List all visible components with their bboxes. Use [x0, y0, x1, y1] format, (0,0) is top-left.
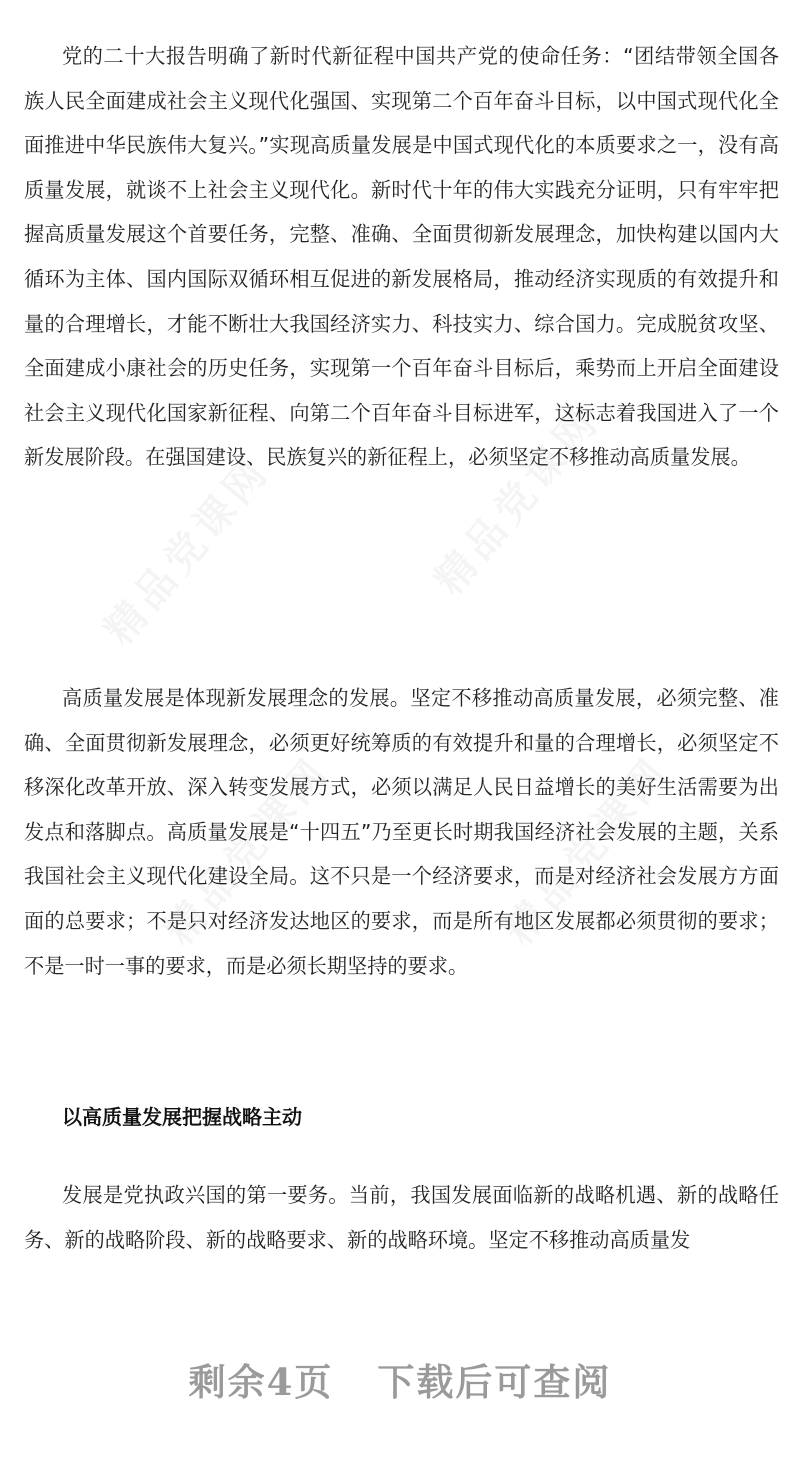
- body-paragraph: 发展是党执政兴国的第一要务。当前，我国发展面临新的战略机遇、新的战略任务、新的战略阶段、新的战略要求、新的战略环境。坚定不移推动高质量发: [24, 1183, 779, 1252]
- body-paragraph: 高质量发展是体现新发展理念的发展。坚定不移推动高质量发展，必须完整、准确、全面贯彻新发展理念，必须更好统筹质的有效提升和量的合理增长，必须坚定不移深化改革开放、深入转变发展方式，必须以满足人民日益增长的美好生活需要为出发点和落脚点。高质量发展是“十四五”乃至更长时期我国经济社会发展的主题，关系我国社会主义现代化建设全局。这不只是一个经济要求，而是对经济社会发展方方面面的总要求；不是只对经济发达地区的要求，而是所有地区发展都必须贯彻的要求；不是一时一事的要求，而是必须长期坚持的要求。: [24, 686, 779, 978]
- body-paragraph: 党的二十大报告明确了新时代新征程中国共产党的使命任务：“团结带领全国各族人民全面建成社会主义现代化强国、实现第二个百年奋斗目标，以中国式现代化全面推进中华民族伟大复兴。”实现高质量发展是中国式现代化的本质要求之一，没有高质量发展，就谈不上社会主义现代化。新时代十年的伟大实践充分证明，只有牢牢把握高质量发展这个首要任务，完整、准确、全面贯彻新发展理念，加快构建以国内大循环为主体、国内国际双循环相互促进的新发展格局，推动经济实现质的有效提升和量的合理增长，才能不断壮大我国经济实力、科技实力、综合国力。完成脱贫攻坚、全面建成小康社会的历史任务，实现第一个百年奋斗目标后，乘势而上开启全面建设社会主义现代化国家新征程、向第二个百年奋斗目标进军，这标志着我国进入了一个新发展阶段。在强国建设、民族复兴的新征程上，必须坚定不移推动高质量发展。: [24, 44, 779, 470]
- download-prompt[interactable]: [0, 1352, 800, 1406]
- section-heading: 以高质量发展把握战略主动: [62, 1105, 302, 1129]
- remaining-pages-label: 剩余4页: [188, 1360, 334, 1404]
- download-hint-label: 下载后可查阅: [377, 1360, 612, 1404]
